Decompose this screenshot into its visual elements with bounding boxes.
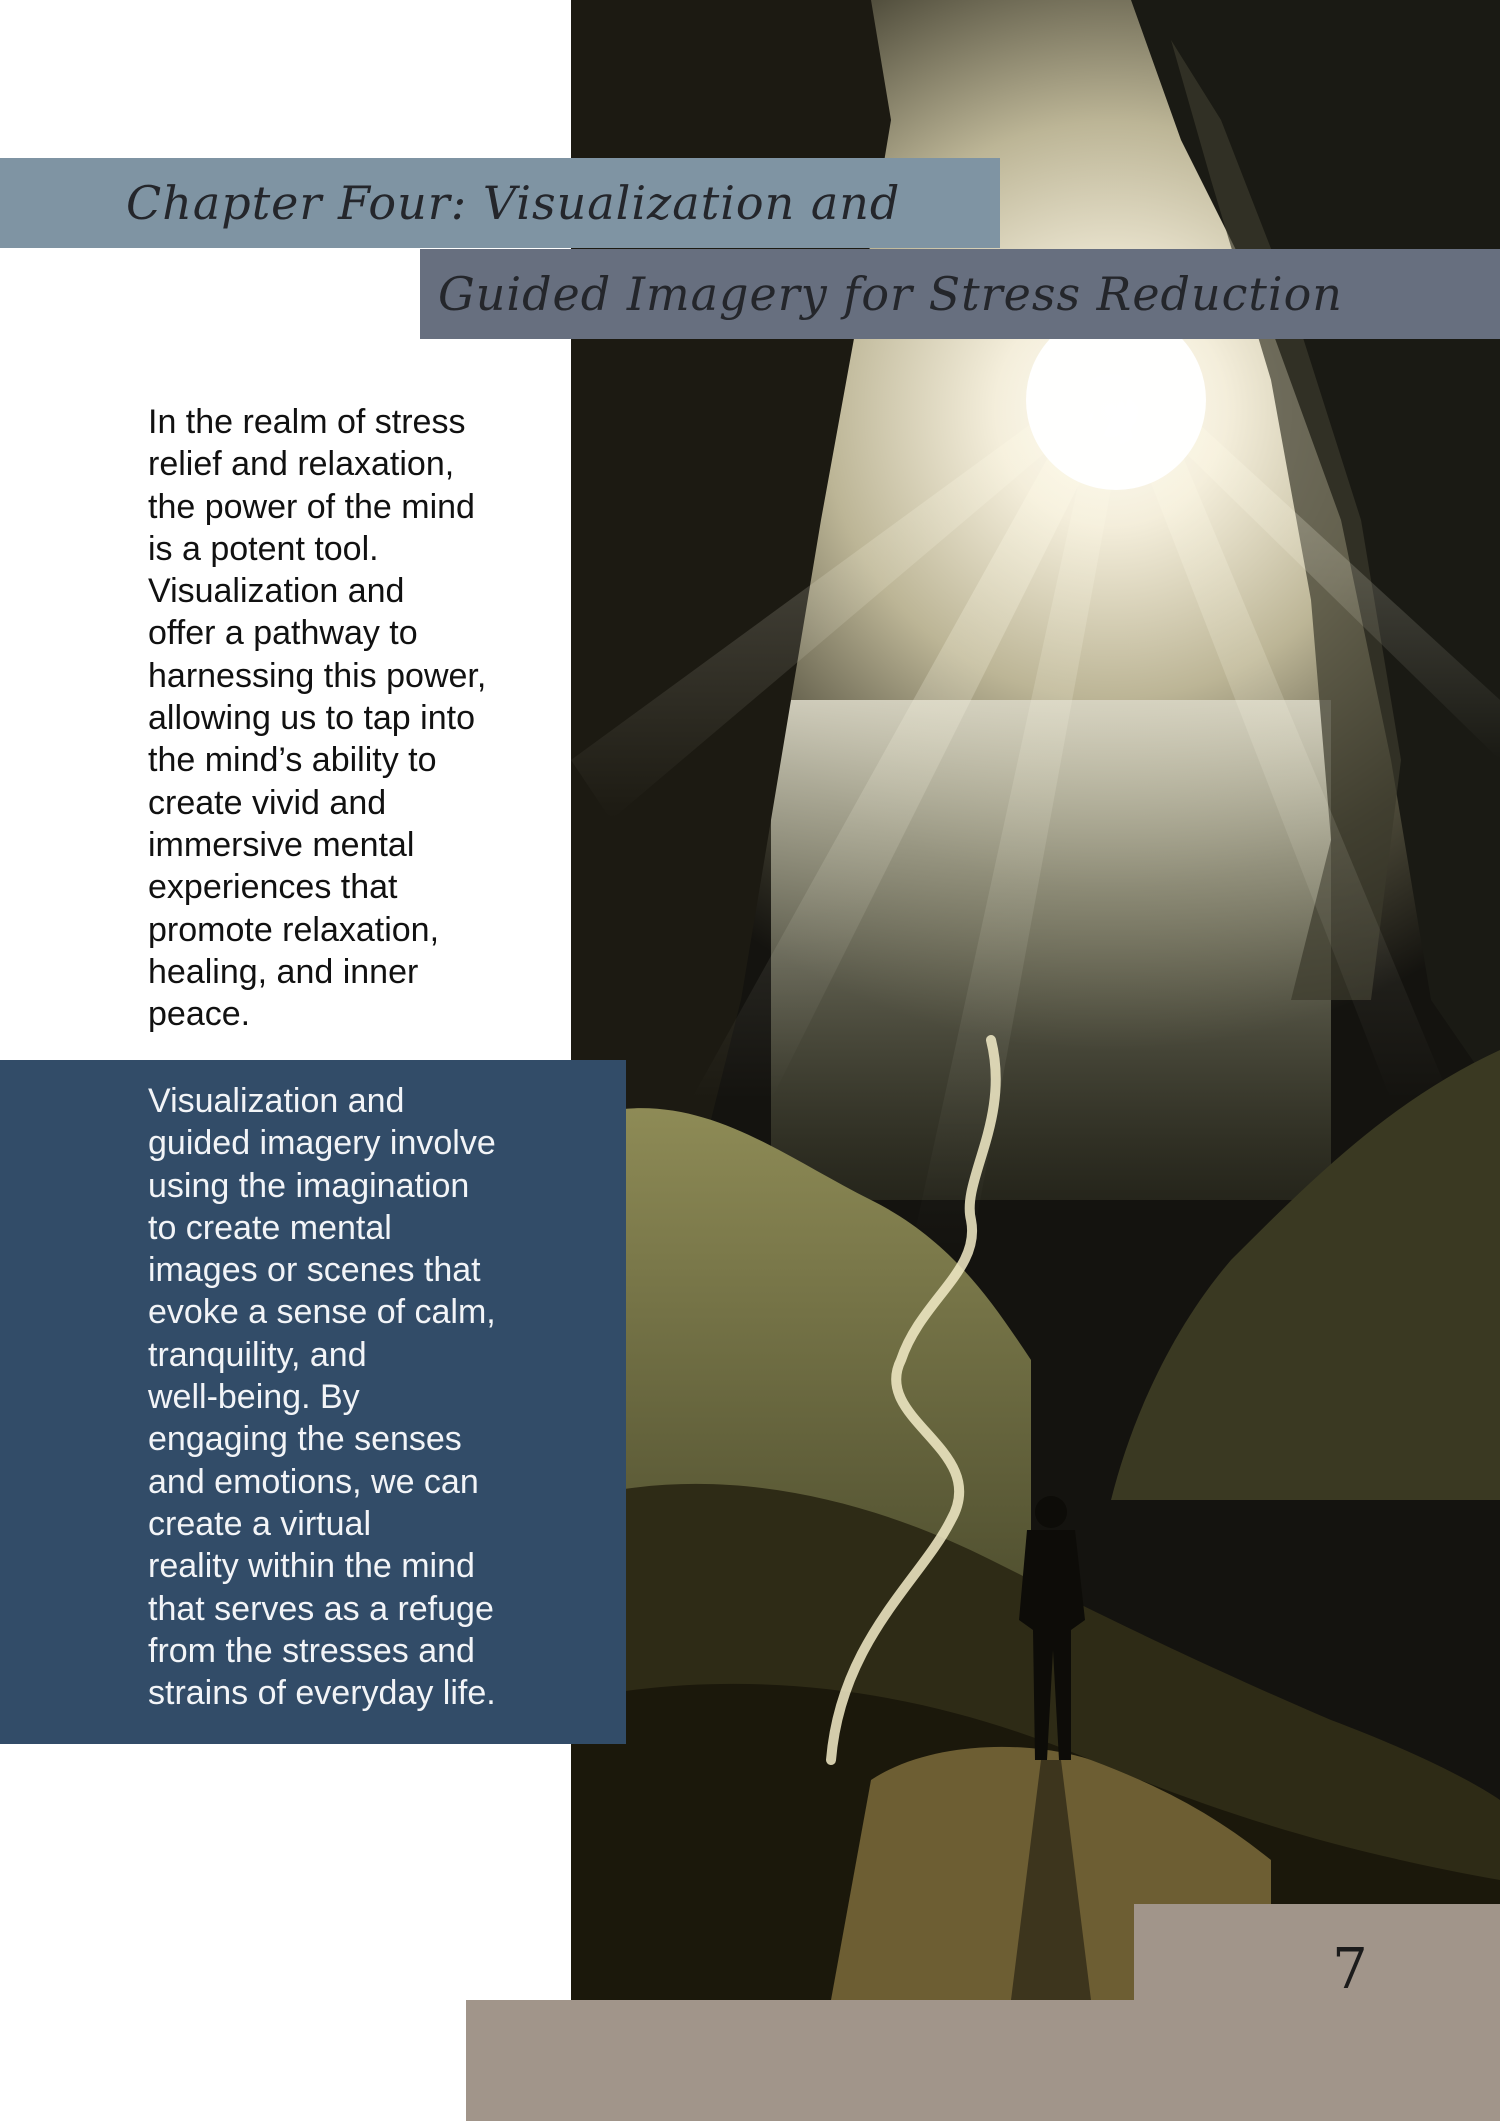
chapter-title-line-1: Chapter Four: Visualization and: [126, 176, 901, 230]
intro-paragraph: In the realm of stress relief and relaxation, the power of the mind is a potent tool. Visualization and offer a pathway to harnessing this power, allowing us to tap into the mind’s ability to create vivid and immersive mental experiences that promote relaxation, healing, and inner peace.: [148, 403, 487, 1034]
chapter-title-line-2: Guided Imagery for Stress Reduction: [438, 267, 1343, 321]
chapter-title-bar-line-2: [420, 249, 1500, 339]
page-number: 7: [1332, 1937, 1368, 2002]
chapter-title-bar-line-1: [0, 158, 1000, 248]
highlight-paragraph: Visualization and guided imagery involve using the imagination to create mental images or scenes that evoke a sense of calm, tranquility, and well-being. By engaging the senses and emotions, we can create a virtual reality within the mind that serves as a refuge from the stresses and strains of everyday life.: [148, 1082, 496, 1713]
